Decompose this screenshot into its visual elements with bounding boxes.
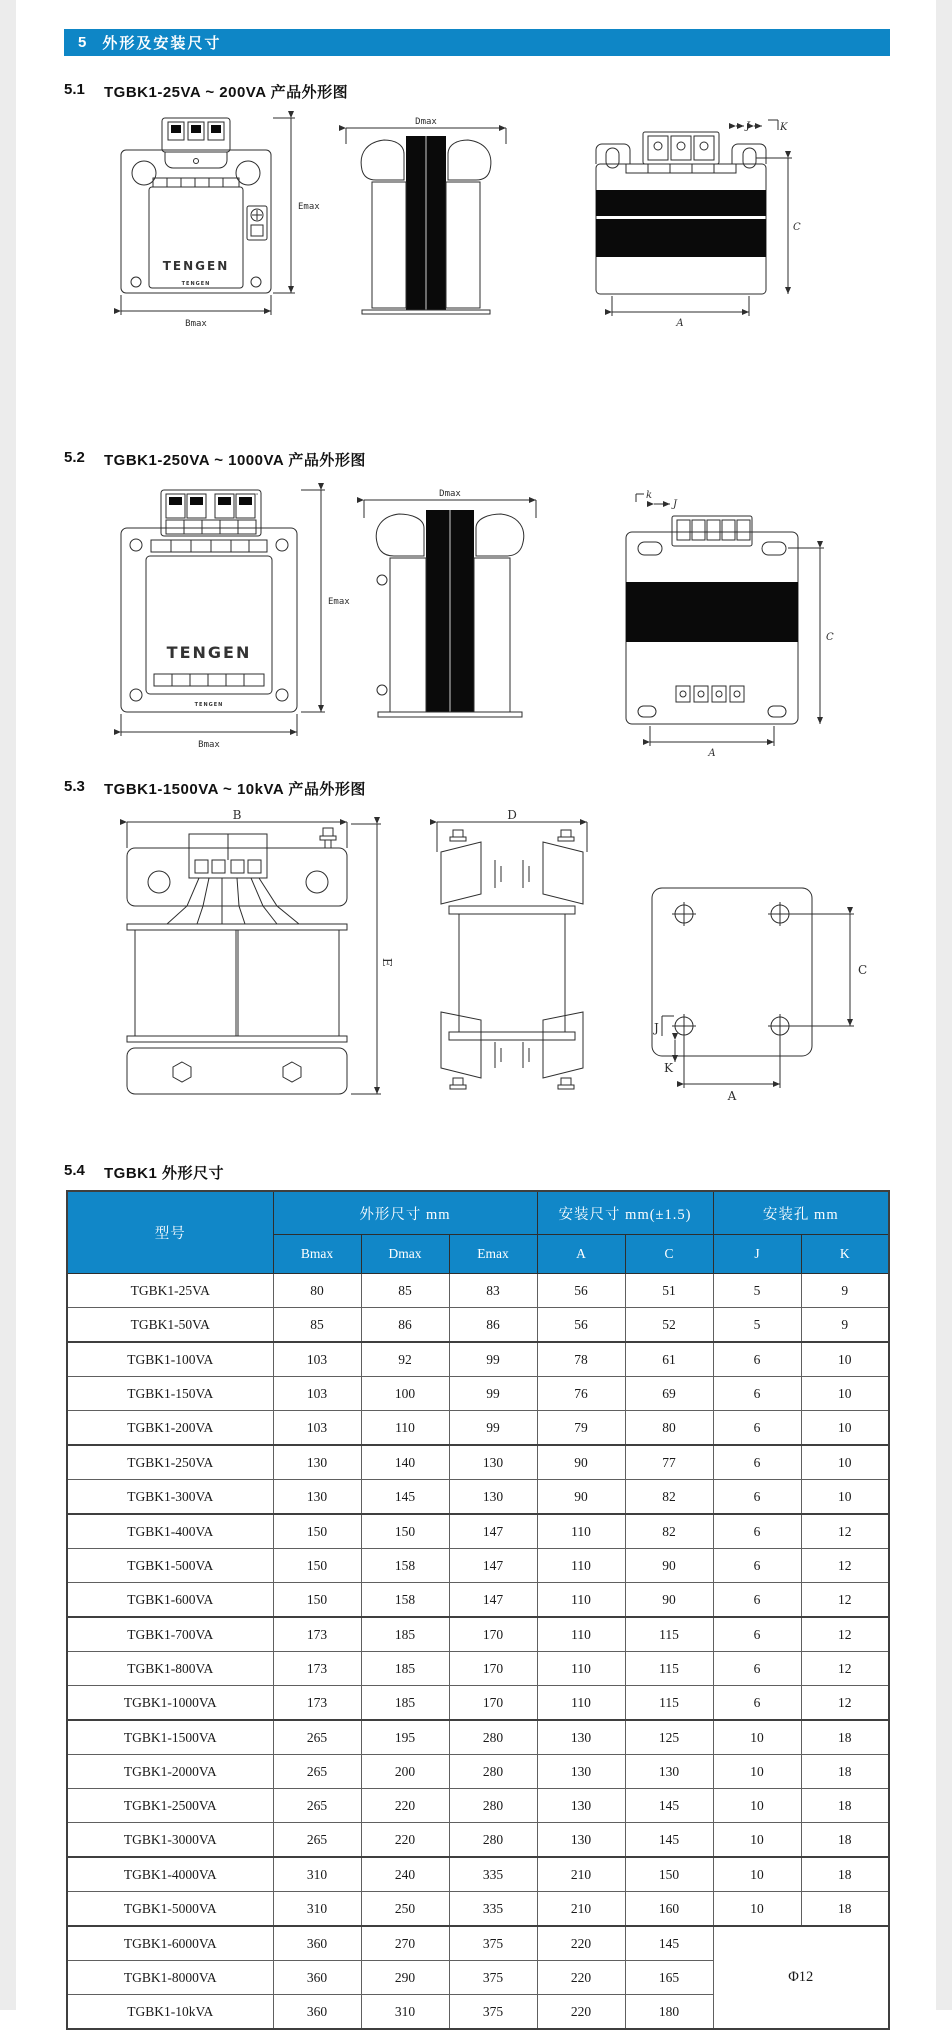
cell-c: 165 bbox=[625, 1961, 713, 1995]
fig3-mounting-view bbox=[652, 888, 867, 1103]
figure-5-2 bbox=[106, 478, 906, 751]
cell-a: 56 bbox=[537, 1308, 625, 1343]
cell-a: 130 bbox=[537, 1720, 625, 1755]
cell-a: 130 bbox=[537, 1823, 625, 1858]
cell-j: 6 bbox=[713, 1549, 801, 1583]
table-row bbox=[67, 1549, 889, 1583]
dim-label-a: A bbox=[727, 1089, 737, 1103]
subsection-heading-5-4 bbox=[64, 1162, 224, 1183]
cell-k: 12 bbox=[801, 1686, 889, 1721]
cell-model: TGBK1-2500VA bbox=[67, 1789, 273, 1823]
subsection-title: TGBK1-1500VA ~ 10kVA 产品外形图 bbox=[104, 778, 366, 799]
cell-k: 9 bbox=[801, 1274, 889, 1308]
fig3-front-view bbox=[127, 808, 394, 1094]
cell-bmax: 150 bbox=[273, 1514, 361, 1549]
cell-k: 9 bbox=[801, 1308, 889, 1343]
table-row bbox=[67, 1686, 889, 1721]
cell-model: TGBK1-2000VA bbox=[67, 1755, 273, 1789]
table-row bbox=[67, 1274, 889, 1308]
dim-label-j: J bbox=[744, 121, 751, 132]
outline-drawing-1500va-10kva bbox=[92, 806, 912, 1104]
fig2-mounting-view bbox=[626, 490, 834, 759]
cell-a: 56 bbox=[537, 1274, 625, 1308]
subsection-number: 5.1 bbox=[64, 81, 104, 102]
cell-dmax: 85 bbox=[361, 1274, 449, 1308]
clamp-bracket-top-left bbox=[441, 842, 481, 904]
fig1-side-view bbox=[346, 117, 506, 314]
subsection-heading-5-2 bbox=[64, 449, 366, 470]
mounting-bracket-left bbox=[361, 140, 404, 180]
cell-j: 6 bbox=[713, 1686, 801, 1721]
terminal-block bbox=[162, 118, 230, 152]
cell-k: 18 bbox=[801, 1892, 889, 1927]
cell-j: 6 bbox=[713, 1583, 801, 1618]
cell-bmax: 265 bbox=[273, 1755, 361, 1789]
dimension-table bbox=[66, 1190, 890, 2030]
clamp-bracket-top-right bbox=[543, 842, 583, 904]
dim-label-k: K bbox=[664, 1061, 674, 1075]
dim-label-c: C bbox=[858, 963, 867, 977]
cell-j: 6 bbox=[713, 1480, 801, 1515]
coil-body bbox=[459, 914, 565, 1032]
section-title: 外形及安装尺寸 bbox=[102, 32, 221, 53]
cell-a: 220 bbox=[537, 1961, 625, 1995]
cell-model: TGBK1-600VA bbox=[67, 1583, 273, 1618]
cell-emax: 170 bbox=[449, 1686, 537, 1721]
cell-k: 12 bbox=[801, 1617, 889, 1652]
cell-dmax: 270 bbox=[361, 1926, 449, 1961]
cell-j: 5 bbox=[713, 1274, 801, 1308]
cell-c: 82 bbox=[625, 1480, 713, 1515]
cell-bmax: 130 bbox=[273, 1445, 361, 1480]
cell-model: TGBK1-4000VA bbox=[67, 1857, 273, 1892]
cell-j: 6 bbox=[713, 1342, 801, 1377]
table-row bbox=[67, 1652, 889, 1686]
section-number: 5 bbox=[78, 34, 86, 51]
table-row bbox=[67, 1514, 889, 1549]
cell-emax: 99 bbox=[449, 1377, 537, 1411]
figure-5-1 bbox=[106, 110, 906, 343]
cell-a: 110 bbox=[537, 1514, 625, 1549]
table-row bbox=[67, 1617, 889, 1652]
cell-model: TGBK1-6000VA bbox=[67, 1926, 273, 1961]
cell-c: 160 bbox=[625, 1892, 713, 1927]
cell-dmax: 185 bbox=[361, 1617, 449, 1652]
cell-emax: 147 bbox=[449, 1583, 537, 1618]
column-header-bmax: Bmax bbox=[273, 1235, 361, 1274]
dim-label-a: A bbox=[675, 318, 683, 329]
cell-model: TGBK1-800VA bbox=[67, 1652, 273, 1686]
fig2-side-view bbox=[364, 489, 536, 717]
table-row bbox=[67, 1308, 889, 1343]
cell-a: 78 bbox=[537, 1342, 625, 1377]
cell-emax: 375 bbox=[449, 1926, 537, 1961]
column-header-j: J bbox=[713, 1235, 801, 1274]
cell-hole-diameter: Φ12 bbox=[713, 1926, 889, 2029]
cell-a: 90 bbox=[537, 1480, 625, 1515]
cell-a: 110 bbox=[537, 1686, 625, 1721]
cell-bmax: 85 bbox=[273, 1308, 361, 1343]
column-header-k: K bbox=[801, 1235, 889, 1274]
cell-j: 10 bbox=[713, 1755, 801, 1789]
cell-emax: 170 bbox=[449, 1652, 537, 1686]
cell-k: 18 bbox=[801, 1755, 889, 1789]
lamination-band-2 bbox=[596, 219, 766, 257]
cell-a: 220 bbox=[537, 1995, 625, 2030]
cell-bmax: 265 bbox=[273, 1823, 361, 1858]
table-row bbox=[67, 1892, 889, 1927]
cell-a: 90 bbox=[537, 1445, 625, 1480]
cell-k: 10 bbox=[801, 1411, 889, 1446]
cell-j: 10 bbox=[713, 1720, 801, 1755]
group-header-holes: 安装孔 mm bbox=[713, 1191, 889, 1235]
cell-k: 12 bbox=[801, 1549, 889, 1583]
table-row bbox=[67, 1342, 889, 1377]
subsection-heading-5-1 bbox=[64, 81, 348, 102]
cell-dmax: 100 bbox=[361, 1377, 449, 1411]
dim-label-k: k bbox=[646, 490, 652, 501]
cell-emax: 170 bbox=[449, 1617, 537, 1652]
cell-a: 110 bbox=[537, 1583, 625, 1618]
cell-model: TGBK1-10kVA bbox=[67, 1995, 273, 2030]
cell-j: 6 bbox=[713, 1445, 801, 1480]
cell-dmax: 185 bbox=[361, 1652, 449, 1686]
coil-right bbox=[238, 930, 339, 1036]
cell-bmax: 360 bbox=[273, 1961, 361, 1995]
cell-k: 10 bbox=[801, 1480, 889, 1515]
cell-c: 130 bbox=[625, 1755, 713, 1789]
cell-a: 110 bbox=[537, 1549, 625, 1583]
group-header-install: 安装尺寸 mm(±1.5) bbox=[537, 1191, 713, 1235]
subsection-title: TGBK1 外形尺寸 bbox=[104, 1162, 224, 1183]
cell-bmax: 173 bbox=[273, 1652, 361, 1686]
cell-emax: 280 bbox=[449, 1720, 537, 1755]
brand-logo-small: TENGEN bbox=[182, 281, 211, 287]
dim-label-bmax: Bmax bbox=[198, 740, 220, 750]
top-clamp-frame bbox=[127, 848, 347, 906]
column-header-dmax: Dmax bbox=[361, 1235, 449, 1274]
cell-model: TGBK1-1000VA bbox=[67, 1686, 273, 1721]
bottom-clamp-frame bbox=[127, 1048, 347, 1094]
cell-c: 145 bbox=[625, 1926, 713, 1961]
mounting-slot-left bbox=[606, 148, 619, 168]
cell-dmax: 150 bbox=[361, 1514, 449, 1549]
brand-logo-small: TENGEN bbox=[195, 702, 224, 708]
outline-drawing-25va-200va bbox=[106, 110, 906, 338]
column-header-a: A bbox=[537, 1235, 625, 1274]
cell-bmax: 103 bbox=[273, 1377, 361, 1411]
cell-c: 115 bbox=[625, 1617, 713, 1652]
brand-logo-text: TENGEN bbox=[163, 259, 230, 273]
cell-k: 12 bbox=[801, 1652, 889, 1686]
cell-k: 10 bbox=[801, 1342, 889, 1377]
cell-dmax: 310 bbox=[361, 1995, 449, 2030]
clamp-bracket-bottom-left bbox=[441, 1012, 481, 1078]
page-right-margin bbox=[936, 0, 952, 2010]
cell-dmax: 92 bbox=[361, 1342, 449, 1377]
cell-a: 210 bbox=[537, 1857, 625, 1892]
cell-k: 12 bbox=[801, 1583, 889, 1618]
cell-j: 6 bbox=[713, 1652, 801, 1686]
cell-dmax: 220 bbox=[361, 1789, 449, 1823]
cell-model: TGBK1-200VA bbox=[67, 1411, 273, 1446]
cell-model: TGBK1-100VA bbox=[67, 1342, 273, 1377]
cell-dmax: 86 bbox=[361, 1308, 449, 1343]
fig1-front-view bbox=[121, 118, 320, 329]
dim-label-c: C bbox=[793, 222, 801, 233]
dim-label-dmax: Dmax bbox=[439, 489, 461, 499]
cell-j: 6 bbox=[713, 1411, 801, 1446]
cell-c: 125 bbox=[625, 1720, 713, 1755]
cell-bmax: 265 bbox=[273, 1720, 361, 1755]
cell-c: 145 bbox=[625, 1789, 713, 1823]
cell-k: 18 bbox=[801, 1823, 889, 1858]
dim-label-emax: Emax bbox=[298, 202, 320, 212]
table-row bbox=[67, 1445, 889, 1480]
page-left-margin bbox=[0, 0, 16, 2010]
subsection-title: TGBK1-250VA ~ 1000VA 产品外形图 bbox=[104, 449, 366, 470]
cell-emax: 280 bbox=[449, 1789, 537, 1823]
cell-dmax: 195 bbox=[361, 1720, 449, 1755]
cell-c: 150 bbox=[625, 1857, 713, 1892]
cell-j: 6 bbox=[713, 1514, 801, 1549]
cell-dmax: 250 bbox=[361, 1892, 449, 1927]
cell-bmax: 150 bbox=[273, 1549, 361, 1583]
cell-c: 90 bbox=[625, 1583, 713, 1618]
cell-bmax: 360 bbox=[273, 1926, 361, 1961]
table-row bbox=[67, 1480, 889, 1515]
brand-logo-text: TENGEN bbox=[167, 643, 252, 662]
cell-emax: 99 bbox=[449, 1411, 537, 1446]
cell-k: 12 bbox=[801, 1514, 889, 1549]
cell-c: 80 bbox=[625, 1411, 713, 1446]
cell-bmax: 173 bbox=[273, 1617, 361, 1652]
cell-k: 10 bbox=[801, 1377, 889, 1411]
cell-c: 69 bbox=[625, 1377, 713, 1411]
fig1-mounting-view bbox=[596, 120, 801, 329]
cell-dmax: 290 bbox=[361, 1961, 449, 1995]
cell-k: 18 bbox=[801, 1857, 889, 1892]
cell-emax: 335 bbox=[449, 1892, 537, 1927]
subsection-number: 5.4 bbox=[64, 1162, 104, 1183]
table-row bbox=[67, 1411, 889, 1446]
cell-c: 180 bbox=[625, 1995, 713, 2030]
cell-model: TGBK1-250VA bbox=[67, 1445, 273, 1480]
cell-emax: 147 bbox=[449, 1549, 537, 1583]
subsection-heading-5-3 bbox=[64, 778, 366, 799]
table-row bbox=[67, 1823, 889, 1858]
cell-c: 145 bbox=[625, 1823, 713, 1858]
cell-emax: 130 bbox=[449, 1445, 537, 1480]
dim-label-dmax: Dmax bbox=[415, 117, 437, 127]
subsection-number: 5.2 bbox=[64, 449, 104, 470]
mounting-slot-top-right bbox=[762, 542, 786, 555]
cell-model: TGBK1-700VA bbox=[67, 1617, 273, 1652]
dim-label-bmax: Bmax bbox=[185, 319, 207, 329]
cell-bmax: 360 bbox=[273, 1995, 361, 2030]
cell-k: 18 bbox=[801, 1789, 889, 1823]
cell-j: 10 bbox=[713, 1823, 801, 1858]
mounting-slot-top-left bbox=[638, 542, 662, 555]
cell-c: 82 bbox=[625, 1514, 713, 1549]
cell-a: 220 bbox=[537, 1926, 625, 1961]
dim-label-j: J bbox=[652, 1021, 659, 1035]
fig3-side-view bbox=[437, 808, 587, 1089]
fig2-front-view bbox=[121, 490, 350, 750]
cell-emax: 86 bbox=[449, 1308, 537, 1343]
table-row bbox=[67, 1926, 889, 1961]
cell-dmax: 200 bbox=[361, 1755, 449, 1789]
cell-model: TGBK1-1500VA bbox=[67, 1720, 273, 1755]
cell-a: 130 bbox=[537, 1755, 625, 1789]
cell-bmax: 103 bbox=[273, 1342, 361, 1377]
cell-emax: 335 bbox=[449, 1857, 537, 1892]
cell-j: 10 bbox=[713, 1857, 801, 1892]
cell-dmax: 220 bbox=[361, 1823, 449, 1858]
coil-left bbox=[135, 930, 236, 1036]
mounting-slot-right bbox=[743, 148, 756, 168]
table-row bbox=[67, 1789, 889, 1823]
cell-a: 76 bbox=[537, 1377, 625, 1411]
cell-dmax: 110 bbox=[361, 1411, 449, 1446]
cell-dmax: 240 bbox=[361, 1857, 449, 1892]
cell-dmax: 145 bbox=[361, 1480, 449, 1515]
dim-label-d: D bbox=[507, 808, 517, 822]
cell-j: 6 bbox=[713, 1617, 801, 1652]
cell-a: 79 bbox=[537, 1411, 625, 1446]
terminal-block bbox=[161, 490, 261, 536]
table-row bbox=[67, 1377, 889, 1411]
figure-5-3 bbox=[92, 806, 912, 1109]
cell-k: 10 bbox=[801, 1445, 889, 1480]
dim-label-k: K bbox=[779, 122, 788, 133]
cell-dmax: 185 bbox=[361, 1686, 449, 1721]
dimension-table-body bbox=[67, 1274, 889, 2030]
cell-j: 5 bbox=[713, 1308, 801, 1343]
cell-model: TGBK1-25VA bbox=[67, 1274, 273, 1308]
cell-emax: 83 bbox=[449, 1274, 537, 1308]
cell-bmax: 265 bbox=[273, 1789, 361, 1823]
cell-c: 61 bbox=[625, 1342, 713, 1377]
cell-c: 77 bbox=[625, 1445, 713, 1480]
cell-dmax: 158 bbox=[361, 1549, 449, 1583]
cell-c: 51 bbox=[625, 1274, 713, 1308]
cell-c: 90 bbox=[625, 1549, 713, 1583]
cell-j: 10 bbox=[713, 1892, 801, 1927]
cell-bmax: 310 bbox=[273, 1892, 361, 1927]
dim-label-e: E bbox=[380, 958, 394, 967]
cell-emax: 99 bbox=[449, 1342, 537, 1377]
cell-j: 6 bbox=[713, 1377, 801, 1411]
cell-model: TGBK1-300VA bbox=[67, 1480, 273, 1515]
cell-j: 10 bbox=[713, 1789, 801, 1823]
cell-emax: 375 bbox=[449, 1961, 537, 1995]
column-header-model: 型号 bbox=[67, 1191, 273, 1274]
outline-drawing-250va-1000va bbox=[106, 478, 906, 746]
cell-bmax: 103 bbox=[273, 1411, 361, 1446]
cell-a: 130 bbox=[537, 1789, 625, 1823]
subsection-title: TGBK1-25VA ~ 200VA 产品外形图 bbox=[104, 81, 348, 102]
cell-bmax: 173 bbox=[273, 1686, 361, 1721]
table-row bbox=[67, 1755, 889, 1789]
cell-emax: 280 bbox=[449, 1755, 537, 1789]
mounting-bracket-left bbox=[376, 514, 424, 556]
cell-k: 18 bbox=[801, 1720, 889, 1755]
table-row bbox=[67, 1720, 889, 1755]
table-row bbox=[67, 1857, 889, 1892]
dim-label-a: A bbox=[707, 748, 715, 759]
lamination-band bbox=[626, 582, 798, 642]
table-row bbox=[67, 1583, 889, 1618]
section-header-bar bbox=[64, 29, 890, 56]
cell-c: 52 bbox=[625, 1308, 713, 1343]
cell-c: 115 bbox=[625, 1686, 713, 1721]
cell-emax: 280 bbox=[449, 1823, 537, 1858]
clamp-bracket-bottom-right bbox=[543, 1012, 583, 1078]
column-header-c: C bbox=[625, 1235, 713, 1274]
cell-dmax: 140 bbox=[361, 1445, 449, 1480]
mounting-bracket-right bbox=[448, 140, 491, 180]
cell-emax: 130 bbox=[449, 1480, 537, 1515]
dim-label-j: J bbox=[671, 499, 678, 510]
dim-label-emax: Emax bbox=[328, 597, 350, 607]
cell-model: TGBK1-150VA bbox=[67, 1377, 273, 1411]
cell-model: TGBK1-8000VA bbox=[67, 1961, 273, 1995]
cell-model: TGBK1-400VA bbox=[67, 1514, 273, 1549]
cell-c: 115 bbox=[625, 1652, 713, 1686]
cell-a: 210 bbox=[537, 1892, 625, 1927]
column-header-emax: Emax bbox=[449, 1235, 537, 1274]
cell-bmax: 80 bbox=[273, 1274, 361, 1308]
cell-bmax: 150 bbox=[273, 1583, 361, 1618]
lamination-band-1 bbox=[596, 190, 766, 216]
cell-model: TGBK1-5000VA bbox=[67, 1892, 273, 1927]
dim-label-c: C bbox=[826, 632, 834, 643]
group-header-outline: 外形尺寸 mm bbox=[273, 1191, 537, 1235]
subsection-number: 5.3 bbox=[64, 778, 104, 799]
cell-emax: 147 bbox=[449, 1514, 537, 1549]
cell-a: 110 bbox=[537, 1617, 625, 1652]
cell-emax: 375 bbox=[449, 1995, 537, 2030]
cell-model: TGBK1-50VA bbox=[67, 1308, 273, 1343]
mounting-bracket-right bbox=[476, 514, 524, 556]
cell-model: TGBK1-3000VA bbox=[67, 1823, 273, 1858]
cell-model: TGBK1-500VA bbox=[67, 1549, 273, 1583]
cell-bmax: 130 bbox=[273, 1480, 361, 1515]
cell-bmax: 310 bbox=[273, 1857, 361, 1892]
dim-label-b: B bbox=[233, 808, 242, 822]
cell-dmax: 158 bbox=[361, 1583, 449, 1618]
cell-a: 110 bbox=[537, 1652, 625, 1686]
